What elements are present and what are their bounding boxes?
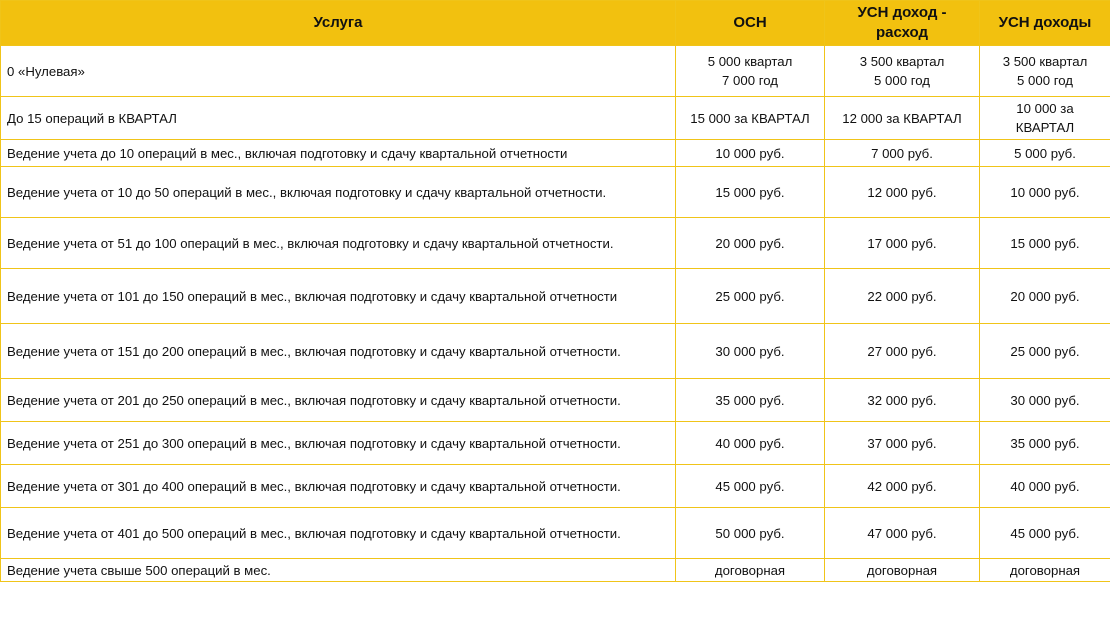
table-row [1,97,1110,140]
price-cell-osn [676,140,825,167]
price-line: 17 000 руб. [867,235,937,251]
price-cell-osn [676,508,825,559]
price-cell-usn-income-expense [825,167,980,218]
table-row [1,559,1110,582]
price-cell-usn-income-expense [825,140,980,167]
price-cell-usn-income [980,97,1110,140]
price-cell-usn-income-expense [825,379,980,422]
service-cell: Ведение учета от 301 до 400 операций в мес., включая подготовку и сдачу квартальной отчетности. [1,465,676,508]
price-line: договорная [714,562,786,578]
price-line: 45 000 руб. [1010,525,1080,541]
price-cell-osn [676,46,825,97]
price-line: договорная [866,562,938,578]
price-cell-osn [676,324,825,379]
price-line: 5 000 руб. [1014,145,1076,161]
price-line: 40 000 руб. [1010,478,1080,494]
price-line: 42 000 руб. [867,478,937,494]
price-line: 12 000 руб. [867,184,937,200]
price-line: 5 000 квартал [707,54,793,69]
table-row [1,167,1110,218]
price-cell-usn-income-expense [825,269,980,324]
price-line: 50 000 руб. [715,525,785,541]
price-cell-usn-income-expense [825,508,980,559]
header-usn-income-expense [825,1,980,46]
table-row [1,465,1110,508]
price-line: 37 000 руб. [867,435,937,451]
header-row [1,1,1110,46]
service-cell: Ведение учета до 10 операций в мес., включая подготовку и сдачу квартальной отчетности [1,140,676,167]
price-line: 15 000 руб. [715,184,785,200]
price-cell-osn [676,97,825,140]
table-row [1,140,1110,167]
service-cell: Ведение учета от 151 до 200 операций в мес., включая подготовку и сдачу квартальной отчетности. [1,324,676,379]
price-cell-usn-income-expense [825,324,980,379]
price-cell-usn-income [980,465,1110,508]
price-cell-osn [676,422,825,465]
service-cell: Ведение учета от 51 до 100 операций в мес., включая подготовку и сдачу квартальной отчетности. [1,218,676,269]
price-line: 35 000 руб. [1010,435,1080,451]
price-line: 7 000 год [722,73,778,88]
price-cell-usn-income-expense [825,465,980,508]
price-line: 35 000 руб. [715,392,785,408]
price-cell-usn-income [980,46,1110,97]
price-line: 5 000 год [874,73,930,88]
price-cell-usn-income [980,422,1110,465]
price-line: 25 000 руб. [715,288,785,304]
price-cell-usn-income-expense [825,46,980,97]
price-line: 10 000 руб. [715,145,785,161]
price-cell-usn-income-expense [825,422,980,465]
price-cell-usn-income [980,559,1110,582]
price-line: 27 000 руб. [867,343,937,359]
price-cell-usn-income-expense [825,97,980,140]
table-row [1,422,1110,465]
service-cell: Ведение учета от 101 до 150 операций в мес., включая подготовку и сдачу квартальной отчетности [1,269,676,324]
price-cell-osn [676,269,825,324]
price-line: 20 000 руб. [1010,288,1080,304]
table-row [1,269,1110,324]
price-cell-usn-income-expense [825,559,980,582]
price-line: 3 500 квартал [859,54,945,69]
price-line: 12 000 за КВАРТАЛ [842,110,962,126]
service-cell: Ведение учета от 10 до 50 операций в мес., включая подготовку и сдачу квартальной отчетности. [1,167,676,218]
price-line: 3 500 квартал [1002,54,1088,69]
service-cell: 0 «Нулевая» [1,46,676,97]
price-cell-osn [676,167,825,218]
price-cell-usn-income [980,140,1110,167]
table-row [1,379,1110,422]
service-cell: Ведение учета от 251 до 300 операций в мес., включая подготовку и сдачу квартальной отчетности. [1,422,676,465]
price-line: 47 000 руб. [867,525,937,541]
price-line: 7 000 руб. [871,145,933,161]
price-cell-osn [676,465,825,508]
price-line: 15 000 за КВАРТАЛ [690,110,810,126]
price-line: договорная [1009,562,1081,578]
price-line: КВАРТАЛ [1015,120,1075,135]
service-cell: Ведение учета от 401 до 500 операций в мес., включая подготовку и сдачу квартальной отчетности. [1,508,676,559]
price-cell-usn-income [980,379,1110,422]
price-cell-usn-income [980,269,1110,324]
price-line: 20 000 руб. [715,235,785,251]
header-service: Услуга [1,1,676,46]
price-cell-usn-income [980,508,1110,559]
price-line: 30 000 руб. [715,343,785,359]
table-row [1,324,1110,379]
price-line: 22 000 руб. [867,288,937,304]
price-line: 40 000 руб. [715,435,785,451]
price-cell-usn-income [980,324,1110,379]
service-cell: Ведение учета свыше 500 операций в мес. [1,559,676,582]
header-usn-income-expense-text: УСН доход - расход [857,4,947,41]
price-line: 10 000 руб. [1010,184,1080,200]
price-cell-osn [676,379,825,422]
price-line: 45 000 руб. [715,478,785,494]
service-cell: До 15 операций в КВАРТАЛ [1,97,676,140]
table-row [1,218,1110,269]
price-line: 5 000 год [1017,73,1073,88]
price-cell-usn-income-expense [825,218,980,269]
price-cell-osn [676,559,825,582]
price-line: 32 000 руб. [867,392,937,408]
header-usn-income: УСН доходы [980,1,1110,46]
table-row [1,508,1110,559]
price-cell-usn-income [980,218,1110,269]
price-cell-usn-income [980,167,1110,218]
price-line: 25 000 руб. [1010,343,1080,359]
service-cell: Ведение учета от 201 до 250 операций в мес., включая подготовку и сдачу квартальной отчетности. [1,379,676,422]
table-row [1,46,1110,97]
price-line: 15 000 руб. [1010,235,1080,251]
price-line: 30 000 руб. [1010,392,1080,408]
price-cell-osn [676,218,825,269]
price-line: 10 000 за [1016,101,1074,116]
header-osn: ОСН [676,1,825,46]
